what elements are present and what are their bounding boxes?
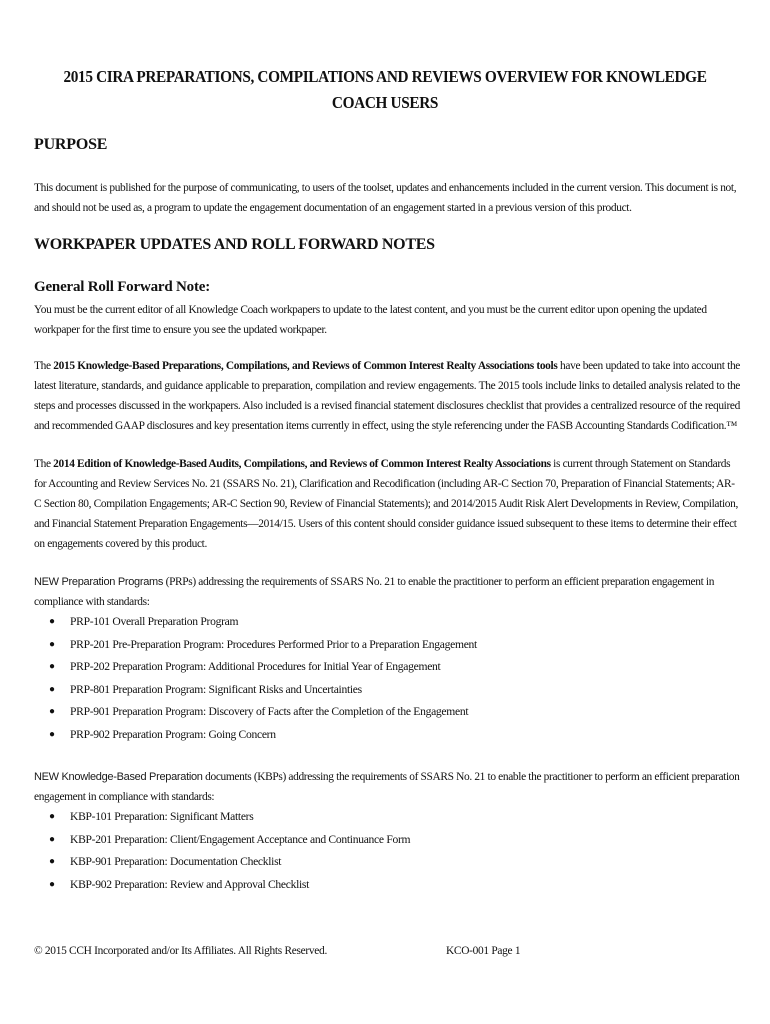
bullet-icon: ● xyxy=(49,683,55,695)
bullet-icon: ● xyxy=(49,833,55,845)
tools-paragraph xyxy=(34,356,740,436)
prp-list xyxy=(34,611,740,746)
bullet-icon: ● xyxy=(49,856,55,867)
purpose-heading: PURPOSE xyxy=(34,136,108,153)
edition-paragraph xyxy=(34,454,740,554)
edition-prefix: The xyxy=(34,458,54,470)
purpose-text: This document is published for the purpose of communicating, to users of the toolset, updates and enhancements included in the current version. This document is not, and should not be used as, a program to update the engagement documentation of an engagement started in a previous version of this product. xyxy=(34,182,737,214)
list-item xyxy=(34,656,740,679)
list-item-text: KBP-902 Preparation: Review and Approval Checklist xyxy=(70,877,310,891)
edition-suffix: is current through Statement on Standards for Accounting and Review Services No. 21 (SSARS No. 21), Clarification and Recodification (including AR-C Section 70, Preparation of Financial Statements; AR-C Section 80, Compilation Engagements; AR-C Section 90, Review of Financial Statements); and 2014/2015 Audit Risk Alert Developments in Review, Compilation, and Financial Statement Preparation Engagements—2014/15. Users of this content should consider guidance issued subsequent to these items to determine their effect on engagements covered by this product. xyxy=(34,458,738,550)
list-item-text: KBP-201 Preparation: Client/Engagement Acceptance and Continuance Form xyxy=(70,832,411,846)
tools-bold: 2015 Knowledge-Based Preparations, Compilations, and Reviews of Common Interest Realty Associations tools xyxy=(53,360,558,372)
list-item xyxy=(34,874,740,897)
tools-prefix: The xyxy=(34,360,54,372)
list-item-text: PRP-101 Overall Preparation Program xyxy=(70,615,239,628)
bullet-icon: ● xyxy=(49,706,55,717)
edition-bold: 2014 Edition of Knowledge-Based Audits, Compilations, and Reviews of Common Interest Realty Associations xyxy=(53,458,551,470)
bullet-icon: ● xyxy=(49,661,55,672)
document-title: 2015 CIRA PREPARATIONS, COMPILATIONS AND REVIEWS OVERVIEW FOR KNOWLEDGE COACH USERS xyxy=(63,67,707,112)
bullet-icon: ● xyxy=(49,638,55,650)
general-roll-forward-heading: General Roll Forward Note: xyxy=(34,279,211,295)
list-item xyxy=(34,611,740,634)
list-item-text: PRP-901 Preparation Program: Discovery of Facts after the Completion of the Engagement xyxy=(70,705,469,718)
bullet-icon: ● xyxy=(49,811,55,822)
list-item-text: PRP-201 Pre-Preparation Program: Procedures Performed Prior to a Preparation Engagement xyxy=(70,637,477,651)
kbp-intro xyxy=(34,767,740,807)
list-item xyxy=(34,701,740,724)
kbp-list xyxy=(34,806,740,896)
copyright-text: © 2015 CCH Incorporated and/or Its Affiliates. All Rights Reserved. xyxy=(34,945,327,957)
list-item xyxy=(34,851,740,874)
page-code: KCO-001 Page 1 xyxy=(446,945,521,957)
list-item-text: PRP-902 Preparation Program: Going Concern xyxy=(70,727,276,741)
list-item-text: PRP-801 Preparation Program: Significant Risks and Uncertainties xyxy=(70,682,362,696)
bullet-icon: ● xyxy=(49,616,55,627)
kbp-intro-text: documents (KBPs) addressing the requirements of SSARS No. 21 to enable the practitioner to perform an efficient preparation engagement in compliance with standards: xyxy=(34,771,740,803)
list-item xyxy=(34,634,740,657)
list-item xyxy=(34,724,740,747)
list-item-text: PRP-202 Preparation Program: Additional Procedures for Initial Year of Engagement xyxy=(70,660,441,673)
workpaper-heading: WORKPAPER UPDATES AND ROLL FORWARD NOTES xyxy=(34,236,435,253)
list-item xyxy=(34,806,740,829)
general-roll-forward-text: You must be the current editor of all Knowledge Coach workpapers to update to the latest content, and you must be the current editor upon opening the updated workpaper for the first time to ensure you see the updated workpaper. xyxy=(34,304,707,336)
prp-intro-text: (PRPs) addressing the requirements of SSARS No. 21 to enable the practitioner to perform an efficient preparation engagement in compliance with standards: xyxy=(34,576,715,608)
tools-suffix: have been updated to take into account the latest literature, standards, and guidance applicable to preparation, compilation and review engagements. The 2015 tools include links to detailed analysis related to the steps and processes discussed in the workpapers. Also included is a revised financial statement disclosures checklist that provides a centralized resource of the required and recommended GAAP disclosures and key presentation items currently in effect, using the style referencing under the FASB Accounting Standards Codification.™ xyxy=(34,360,740,432)
prp-intro xyxy=(34,572,740,612)
bullet-icon: ● xyxy=(49,878,55,890)
list-item-text: KBP-101 Preparation: Significant Matters xyxy=(70,810,254,823)
list-item xyxy=(34,829,740,852)
kbp-label: NEW Knowledge-Based Preparation xyxy=(34,771,203,783)
prp-label: NEW Preparation Programs xyxy=(34,576,164,588)
list-item-text: KBP-901 Preparation: Documentation Checklist xyxy=(70,855,282,868)
list-item xyxy=(34,679,740,702)
bullet-icon: ● xyxy=(49,728,55,740)
